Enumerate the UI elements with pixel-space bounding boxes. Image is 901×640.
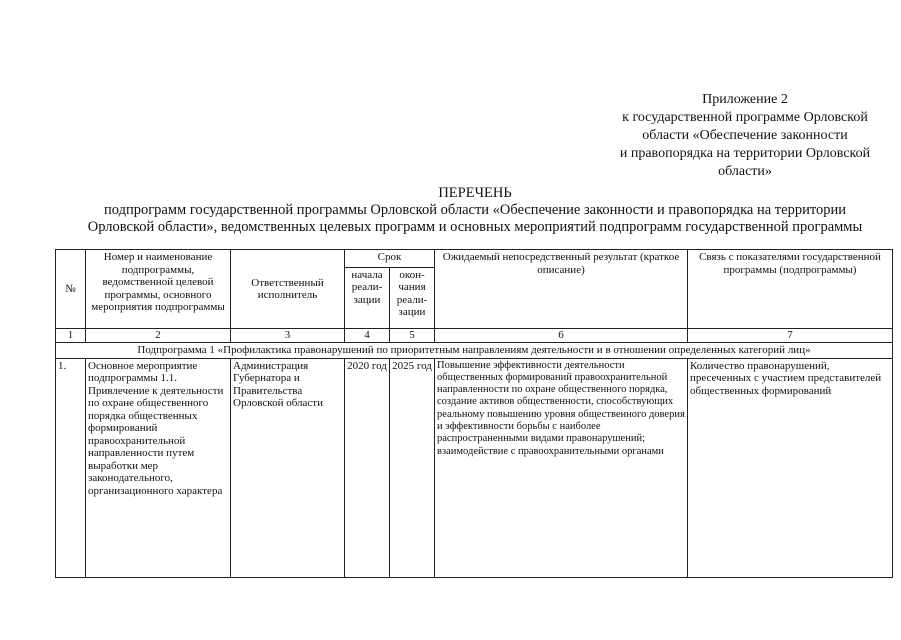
- row-result: Повышение эффективности деятельности общественных формирований правоохранительной направленности по охране общественного порядка, создание активов общественности, способствующих реальному повышению уровня общественного доверия и эффективности борьбы с наиболее распространенными видами правонарушений; взаимодействие с правоохранительными органами: [435, 358, 688, 577]
- document-title: [60, 185, 890, 236]
- header-num: №: [56, 250, 86, 329]
- header-name: Номер и наименование подпрограммы, ведомственной целевой программы, основного мероприятия подпрограммы: [86, 250, 231, 329]
- title-line: Орловской области», ведомственных целевых программ и основных мероприятий подпрограмм государственной программы: [87, 219, 863, 235]
- column-number: 3: [231, 329, 345, 343]
- appendix-line: к государственной программе Орловской: [622, 110, 868, 125]
- column-number: 6: [435, 329, 688, 343]
- row-start: 2020 год: [345, 358, 390, 577]
- appendix-note: [600, 91, 890, 181]
- appendix-line: и правопорядка на территории Орловской: [619, 146, 871, 161]
- header-row: [56, 250, 893, 268]
- row-name: Основное мероприятие подпрограммы 1.1. Привлечение к деятельности по охране общественного порядка общественных формирований правоохранительной направленности путем выработки мер законодательного, организационного характера: [86, 358, 231, 577]
- column-number: 4: [345, 329, 390, 343]
- row-end: 2025 год: [390, 358, 435, 577]
- header-start: начала реали-зации: [345, 267, 390, 328]
- header-end: окон-чания реали-зации: [390, 267, 435, 328]
- appendix-line: области «Обеспечение законности: [642, 128, 848, 143]
- column-number: 7: [688, 329, 893, 343]
- programs-table: [55, 249, 893, 578]
- column-number: 2: [86, 329, 231, 343]
- row-link: Количество правонарушений, пресеченных с участием представителей общественных формирований: [688, 358, 893, 577]
- header-link: Связь с показателями государственной программы (подпрограммы): [688, 250, 893, 329]
- header-result: Ожидаемый непосредственный результат (краткое описание): [435, 250, 688, 329]
- table-row: [56, 358, 893, 577]
- row-executor: Администрация Губернатора и Правительства Орловской области: [231, 358, 345, 577]
- row-num: 1.: [56, 358, 86, 577]
- title-heading: ПЕРЕЧЕНЬ: [438, 185, 512, 201]
- subprogram-title: Подпрограмма 1 «Профилактика правонарушений по приоритетным направлениям деятельности и в отношении определенных категорий лиц»: [56, 343, 893, 359]
- column-number: 5: [390, 329, 435, 343]
- appendix-line: Приложение 2: [702, 92, 788, 107]
- column-numbers-row: [56, 329, 893, 343]
- subprogram-row: [56, 343, 893, 359]
- title-line: подпрограмм государственной программы Орловской области «Обеспечение законности и правопорядка на территории: [104, 202, 846, 218]
- header-term: Срок: [345, 250, 435, 268]
- appendix-line: области»: [718, 164, 772, 179]
- header-executor: Ответственный исполнитель: [231, 250, 345, 329]
- column-number: 1: [56, 329, 86, 343]
